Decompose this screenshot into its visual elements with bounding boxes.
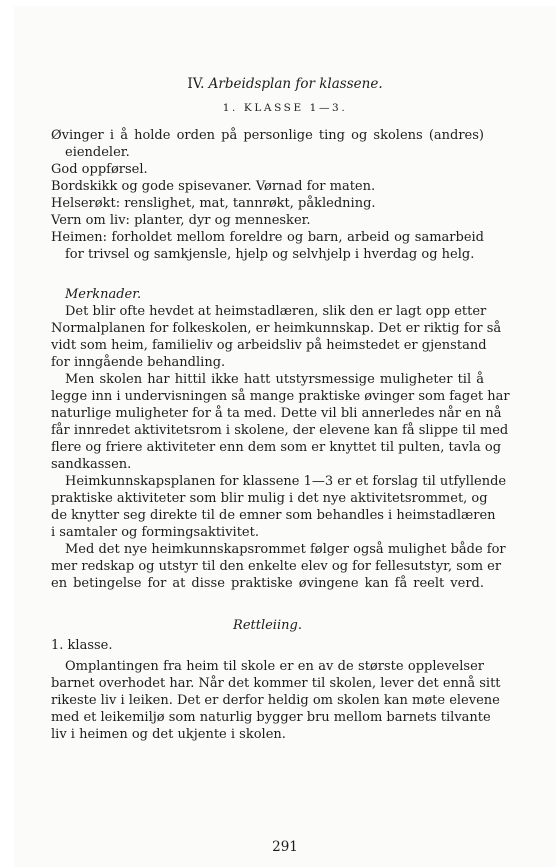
page-number: 291 xyxy=(272,839,298,855)
remarks-line: Det blir ofte hevdet at heimstadlæren, slik den er lagt opp etter xyxy=(65,304,487,319)
class-one-label: 1. klasse. xyxy=(51,638,113,653)
chapter-numeral: IV. xyxy=(187,76,205,92)
plan-line: Helserøkt: renslighet, mat, tannrøkt, påkledning. xyxy=(51,196,376,211)
remarks-line: naturlige muligheter for å ta med. Dette vil bli annerledes når en nå xyxy=(51,406,502,421)
plan-line: Øvinger i å holde orden på personlige ting og skolens (andres) xyxy=(51,128,484,143)
remarks-line: mer redskap og utstyr til den enkelte elev og for fellesutstyr, som er xyxy=(51,559,502,574)
remarks-line: sandkassen. xyxy=(51,457,132,472)
plan-line: for trivsel og samkjensle, hjelp og selvhjelp i hverdag og helg. xyxy=(65,247,475,262)
remarks-heading: Merknader. xyxy=(65,287,142,302)
remarks-line: vidt som heim, familieliv og arbeidsliv på heimstedet er gjenstand xyxy=(51,338,487,353)
plan-line: Bordskikk og gode spisevaner. Vørnad for maten. xyxy=(51,179,376,194)
remarks-line: flere og friere aktiviteter enn dem som er knyttet til pulten, tavla og xyxy=(51,440,502,455)
guidance-line: Omplantingen fra heim til skole er en av de største opplevelser xyxy=(65,659,484,674)
remarks-line: legge inn i undervisningen så mange praktiske øvinger som faget har xyxy=(51,389,510,404)
remarks-line: Men skolen har hittil ikke hatt utstyrsmessige muligheter til å xyxy=(65,372,484,387)
chapter-heading xyxy=(14,76,556,92)
plan-line: Heimen: forholdet mellom foreldre og barn, arbeid og samarbeid xyxy=(51,230,484,245)
remarks-line: en betingelse for at disse praktiske øvingene kan få reelt verd. xyxy=(51,576,484,591)
plan-line: eiendeler. xyxy=(65,145,130,160)
remarks-line: får innredet aktivitetsrom i skolene, der elevene kan få slippe til med xyxy=(51,423,509,438)
guidance-line: liv i heimen og det ukjente i skolen. xyxy=(51,727,286,742)
plan-line: God oppførsel. xyxy=(51,162,148,177)
remarks-line: Heimkunnskapsplanen for klassene 1—3 er et forslag til utfyllende xyxy=(65,474,507,489)
remarks-line: de knytter seg direkte til de emner som behandles i heimstadlæren xyxy=(51,508,496,523)
remarks-line: Normalplanen for folkeskolen, er heimkunnskap. Det er riktig for så xyxy=(51,321,502,336)
guidance-line: med et leikemiljø som naturlig bygger bru mellom barnets tilvante xyxy=(51,710,491,725)
guidance-heading: Rettleiing. xyxy=(233,618,302,633)
remarks-line: i samtaler og formingsaktivitet. xyxy=(51,525,259,540)
remarks-line: Med det nye heimkunnskapsrommet følger også mulighet både for xyxy=(65,542,506,557)
guidance-line: barnet overhodet har. Når det kommer til skolen, lever det ennå sitt xyxy=(51,676,501,691)
chapter-title: Arbeidsplan for klassene. xyxy=(208,76,383,92)
guidance-line: rikeste liv i leiken. Det er derfor heldig om skolen kan møte elevene xyxy=(51,693,500,708)
remarks-line: for inngående behandling. xyxy=(51,355,226,370)
remarks-line: praktiske aktiviteter som blir mulig i det nye aktivitetsrommet, og xyxy=(51,491,488,506)
plan-line: Vern om liv: planter, dyr og mennesker. xyxy=(51,213,311,228)
class-range-heading: 1. KLASSE 1—3. xyxy=(222,102,348,114)
